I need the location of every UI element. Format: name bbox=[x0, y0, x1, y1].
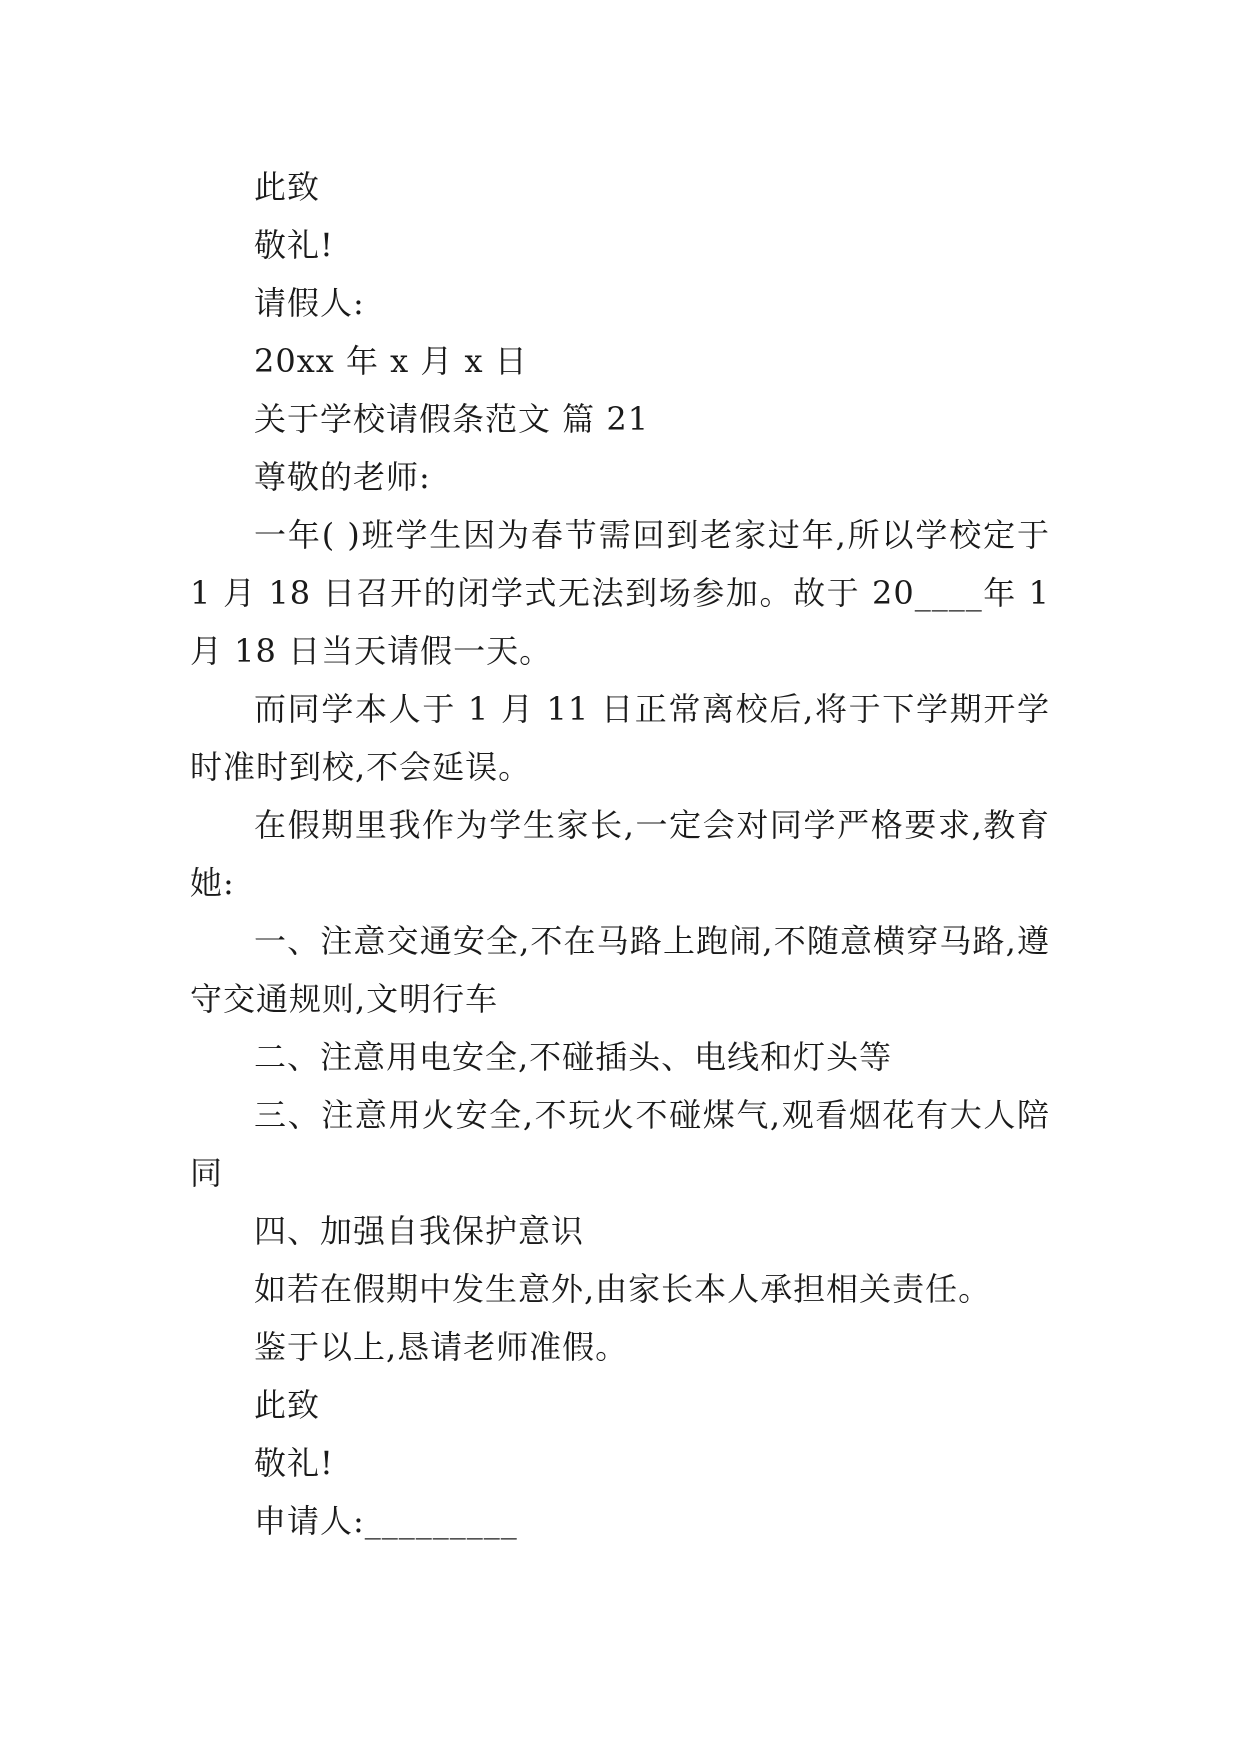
list-item-fire-safety: 三、注意用火安全,不玩火不碰煤气,观看烟花有大人陪同 bbox=[190, 1096, 1050, 1192]
paragraph-return: 而同学本人于 1 月 11 日正常离校后,将于下学期开学时准时到校,不会延误。 bbox=[190, 690, 1050, 786]
leave-applicant-line: 请假人: bbox=[254, 284, 365, 322]
greeting-line: 尊敬的老师: bbox=[254, 458, 431, 496]
closing-line-2: 此致 bbox=[254, 1386, 321, 1424]
list-item-self-protection: 四、加强自我保护意识 bbox=[254, 1212, 585, 1250]
salute-line: 敬礼! bbox=[254, 226, 334, 264]
section-heading: 关于学校请假条范文 篇 21 bbox=[254, 400, 650, 438]
paragraph-responsibility: 如若在假期中发生意外,由家长本人承担相关责任。 bbox=[254, 1270, 992, 1308]
document-body bbox=[190, 158, 1050, 1550]
paragraph-parent-promise: 在假期里我作为学生家长,一定会对同学严格要求,教育她: bbox=[190, 806, 1050, 902]
closing-line: 此致 bbox=[254, 168, 321, 206]
paragraph-reason: 一年( )班学生因为春节需回到老家过年,所以学校定于 1 月 18 日召开的闭学式无法到场参加。故于 20____年 1 月 18 日当天请假一天。 bbox=[190, 516, 1050, 670]
applicant-signature-line: 申请人:_________ bbox=[254, 1502, 518, 1540]
salute-line-2: 敬礼! bbox=[254, 1444, 334, 1482]
list-item-traffic-safety: 一、注意交通安全,不在马路上跑闹,不随意横穿马路,遵守交通规则,文明行车 bbox=[190, 922, 1050, 1018]
list-item-electric-safety: 二、注意用电安全,不碰插头、电线和灯头等 bbox=[254, 1038, 893, 1076]
date-line: 20xx 年 x 月 x 日 bbox=[254, 342, 528, 380]
paragraph-request: 鉴于以上,恳请老师准假。 bbox=[254, 1328, 629, 1366]
